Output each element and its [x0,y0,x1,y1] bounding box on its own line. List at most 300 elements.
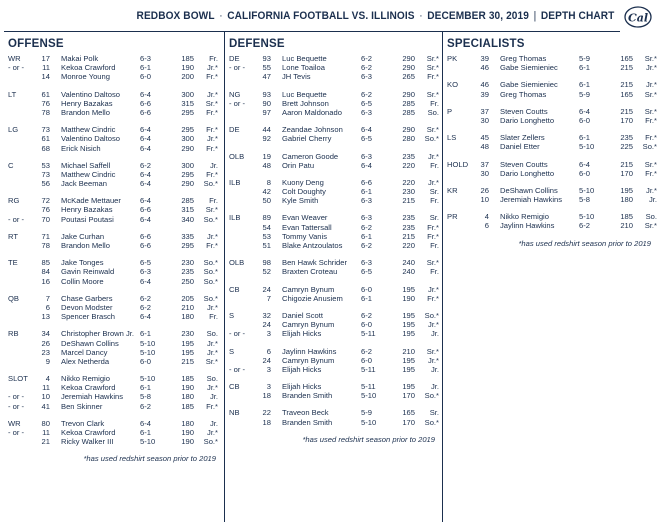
player-row [225,125,439,134]
player-weight: 295 [181,125,194,135]
player-name: Dario Longhetto [500,115,555,125]
jersey-number: 6 [266,346,271,356]
position-label: SLOT [8,374,28,384]
position-group [4,294,220,322]
jersey-number: 68 [41,143,50,153]
player-weight: 285 [181,196,194,206]
position-label: LG [8,125,19,135]
player-name: Jake Curhan [61,231,105,241]
player-name: Branden Smith [282,417,333,427]
player-weight: 170 [620,168,633,178]
player-row [225,320,439,329]
player-class: So. [206,329,218,339]
player-weight: 265 [402,72,415,82]
player-class: Jr.* [428,320,439,330]
player-name: Gabe Siemieniec [500,80,558,90]
position-group [4,161,220,189]
player-class: So.* [424,417,439,427]
position-label: S [229,346,235,356]
player-height: 6-3 [361,196,372,206]
player-weight: 235 [402,151,415,161]
player-weight: 210 [181,302,194,312]
jersey-number: 44 [262,125,271,135]
player-row [225,232,439,241]
position-label: PK [447,54,458,63]
player-weight: 195 [402,355,415,365]
player-weight: 185 [181,401,194,411]
player-class: So.* [203,214,218,224]
player-row [443,80,655,89]
player-class: Fr.* [645,168,657,178]
player-class: Sr.* [205,205,218,215]
jersey-number: 18 [262,391,271,401]
position-label: WR [8,418,21,428]
player-row [225,267,439,276]
player-row [225,196,439,205]
position-label: CB [229,382,240,392]
player-class: Jr. [430,364,439,374]
position-label: QB [8,293,19,303]
player-weight: 185 [181,54,194,63]
player-height: 6-6 [140,205,151,215]
player-class: Sr.* [644,106,657,116]
player-height: 6-2 [140,401,151,411]
player-weight: 280 [402,134,415,144]
player-weight: 295 [181,107,194,117]
jersey-number: 93 [262,89,271,99]
player-name: Traveon Beck [282,408,329,418]
player-row [4,357,220,366]
player-name: Marcel Dancy [61,347,108,357]
jersey-number: 54 [262,222,271,232]
player-row [4,72,220,81]
player-weight: 290 [402,89,415,99]
player-name: Spencer Brasch [61,312,116,322]
player-weight: 195 [402,329,415,339]
player-height: 6-6 [140,98,151,108]
document-title: DEPTH CHART [540,10,614,22]
player-row [225,90,439,99]
player-weight: 235 [181,267,194,277]
player-row [225,285,439,294]
player-class: So.* [203,179,218,189]
player-class: Jr.* [207,134,218,144]
position-label: PR [447,212,458,222]
position-group [4,125,220,153]
jersey-number: 76 [41,205,50,215]
player-height: 6-6 [140,241,151,250]
position-label: RG [8,196,20,206]
player-height: 6-0 [361,320,372,330]
player-weight: 210 [620,221,633,231]
player-weight: 235 [402,213,415,223]
player-class: Sr.* [205,98,218,108]
position-group [443,54,655,72]
player-weight: 180 [181,392,194,402]
player-class: So. [206,374,218,384]
player-row [225,294,439,303]
position-label: - or - [8,401,25,411]
player-weight: 185 [620,212,633,222]
player-class: Jr.* [207,383,218,393]
player-height: 5-9 [579,54,590,63]
position-label: KO [447,80,458,90]
player-height: 6-1 [361,187,372,197]
position-group [225,213,439,250]
player-name: Camryn Bynum [282,284,335,294]
player-name: Steven Coutts [500,106,548,116]
player-weight: 210 [402,346,415,356]
player-height: 5-10 [579,185,595,195]
jersey-number: 70 [41,214,50,224]
player-height: 6-4 [361,125,372,135]
player-height: 6-6 [361,177,372,187]
player-weight: 290 [181,143,194,153]
player-class: So.* [203,437,218,447]
player-weight: 180 [181,418,194,428]
player-name: Chigozie Anusiem [282,293,343,303]
player-height: 6-4 [140,179,151,189]
player-weight: 215 [181,356,194,366]
jersey-number: 72 [41,196,50,206]
player-name: Alex Netherda [61,356,110,366]
player-class: Fr.* [427,231,439,241]
player-row [4,144,220,153]
player-weight: 215 [402,231,415,241]
player-name: Devon Modster [61,302,113,312]
player-row [443,212,655,221]
player-height: 6-0 [140,72,151,82]
player-height: 6-2 [579,221,590,231]
player-class: Fr.* [206,107,218,117]
player-height: 5-10 [140,437,156,447]
player-name: Gavin Reinwald [61,267,115,277]
jersey-number: 9 [45,356,50,366]
player-row [4,63,220,72]
player-row [225,161,439,170]
jersey-number: 93 [262,54,271,63]
position-label: NB [229,408,240,418]
player-name: Orin Patu [282,160,315,170]
position-label: - or - [229,329,246,339]
jersey-number: 34 [41,329,50,339]
position-group [225,408,439,426]
player-name: Henry Bazakas [61,205,113,215]
player-height: 6-2 [361,310,372,320]
player-class: So. [427,107,439,117]
player-weight: 300 [181,89,194,99]
jersey-number: 52 [262,267,271,277]
player-name: Lone Toailoa [282,63,325,73]
player-row [225,72,439,81]
player-row [4,134,220,143]
player-weight: 170 [402,391,415,401]
player-row [225,108,439,117]
player-row [225,134,439,143]
game-date: DECEMBER 30, 2019 [426,10,529,22]
player-row [443,133,655,142]
redshirt-note: *has used redshirt season prior to 2019 [302,434,435,444]
player-class: Jr. [648,195,657,205]
player-name: Valentino Daltoso [61,89,120,99]
player-name: Poutasi Poutasi [61,214,114,224]
player-class: Fr.* [206,401,218,411]
player-class: Fr. [430,241,439,250]
jersey-number: 10 [41,392,50,402]
player-name: Michael Saffell [61,160,111,170]
player-height: 6-4 [140,143,151,153]
player-weight: 190 [181,428,194,437]
player-name: Ben Hawk Schrider [282,258,347,268]
position-label: - or - [229,98,246,108]
jersey-number: 37 [480,159,489,169]
player-class: Jr.* [428,284,439,294]
jersey-number: 42 [262,187,271,197]
jersey-number: 8 [266,177,271,187]
player-height: 6-4 [361,160,372,170]
jersey-number: 53 [41,160,50,170]
player-height: 6-6 [140,107,151,117]
jersey-number: 39 [480,54,489,63]
jersey-number: 19 [262,151,271,161]
player-weight: 215 [620,80,633,90]
player-row [4,170,220,179]
player-name: Luc Bequette [282,54,327,63]
page-header [0,4,660,30]
player-class: Jr. [209,418,218,428]
player-class: So.* [424,134,439,144]
player-row [4,348,220,357]
player-name: Jaylinn Hawkins [282,346,337,356]
player-height: 6-3 [361,213,372,223]
jersey-number: 71 [41,231,50,241]
player-name: Aaron Maldonado [282,107,342,117]
player-height: 6-4 [140,169,151,179]
player-weight: 165 [620,54,633,63]
player-row [443,169,655,178]
player-class: Sr. [429,187,439,197]
player-row [4,428,220,437]
player-name: Braxten Croteau [282,267,338,277]
player-weight: 195 [181,338,194,348]
player-name: Elijah Hicks [282,382,322,392]
position-label: RB [8,329,19,339]
player-row [4,90,220,99]
player-height: 6-2 [361,63,372,73]
position-label: KR [447,185,458,195]
player-row [4,392,220,401]
player-name: Brandon Mello [61,107,110,117]
jersey-number: 6 [484,221,489,231]
player-weight: 240 [402,267,415,277]
player-weight: 185 [181,374,194,384]
player-name: Evan Weaver [282,213,328,223]
player-row [4,232,220,241]
player-row [4,196,220,205]
player-height: 6-4 [140,196,151,206]
player-class: Sr.* [426,54,439,63]
cal-logo [624,6,652,28]
player-row [4,437,220,446]
jersey-number: 11 [42,428,50,437]
jersey-number: 24 [262,355,271,365]
player-class: Sr.* [205,356,218,366]
player-row [443,54,655,63]
jersey-number: 78 [41,241,50,250]
player-class: Sr.* [644,159,657,169]
player-weight: 220 [402,241,415,250]
player-row [4,99,220,108]
player-row [225,347,439,356]
jersey-number: 11 [42,63,50,73]
player-name: Greg Thomas [500,54,547,63]
player-class: Jr.* [207,347,218,357]
player-class: Sr.* [426,346,439,356]
player-name: Kekoa Crawford [61,63,116,73]
player-name: Matthew Cindric [61,169,116,179]
player-row [225,241,439,250]
player-row [443,63,655,72]
player-height: 6-3 [361,72,372,82]
position-label: CB [229,284,240,294]
player-weight: 235 [620,133,633,143]
position-group [225,347,439,375]
player-weight: 220 [402,177,415,187]
player-name: Valentino Daltoso [61,134,120,144]
jersey-number: 48 [262,160,271,170]
player-row [4,125,220,134]
position-label: - or - [8,63,25,73]
player-class: Jr.* [646,185,657,195]
jersey-number: 97 [262,107,271,117]
player-row [225,365,439,374]
player-height: 6-1 [140,63,151,73]
player-height: 5-10 [140,338,156,348]
player-row [443,160,655,169]
player-weight: 240 [402,258,415,268]
position-label: RT [8,231,18,241]
player-row [4,402,220,411]
position-group [443,212,655,230]
player-class: So. [645,212,657,222]
player-height: 6-5 [361,134,372,144]
position-group [225,285,439,303]
position-label: LT [8,89,17,99]
player-name: DeShawn Collins [61,338,119,348]
player-class: So.* [424,391,439,401]
specialists-title: SPECIALISTS [447,38,525,50]
player-row [4,294,220,303]
jersey-number: 23 [41,347,50,357]
defense-title: DEFENSE [229,38,285,50]
player-row [225,63,439,72]
player-height: 6-4 [579,106,590,116]
jersey-number: 14 [41,72,50,82]
player-class: Jr.* [646,63,657,73]
player-row [225,178,439,187]
player-row [4,205,220,214]
player-height: 5-11 [361,382,376,392]
player-class: Fr.* [427,293,439,303]
player-name: JH Tevis [282,72,311,82]
player-class: Sr.* [426,125,439,135]
player-weight: 195 [402,320,415,330]
jersey-number: 76 [41,98,50,108]
position-label: NG [229,89,241,99]
player-row [4,161,220,170]
player-row [225,258,439,267]
player-class: Fr. [209,312,218,322]
player-row [225,408,439,417]
position-group [225,178,439,206]
player-name: Colt Doughty [282,187,326,197]
player-height: 6-2 [361,54,372,63]
jersey-number: 37 [480,106,489,116]
player-name: Erick Nisich [61,143,101,153]
jersey-number: 56 [41,179,50,189]
position-label: - or - [229,364,246,374]
player-name: Tommy Vanis [282,231,328,241]
player-height: 6-2 [140,160,151,170]
jersey-number: 45 [480,133,489,143]
player-name: Camryn Bynum [282,355,335,365]
player-weight: 235 [402,222,415,232]
player-height: 5-10 [361,391,377,401]
player-row [4,267,220,276]
player-weight: 215 [620,106,633,116]
bowl-name: REDBOX BOWL [136,10,215,22]
jersey-number: 32 [262,310,271,320]
player-height: 6-3 [361,258,372,268]
player-weight: 215 [620,159,633,169]
player-class: Fr.* [645,115,657,125]
player-height: 6-1 [579,80,590,90]
position-label: OLB [229,258,245,268]
player-height: 6-4 [579,159,590,169]
position-group [443,107,655,125]
player-class: So.* [203,293,218,303]
jersey-number: 22 [262,408,271,418]
player-weight: 170 [620,115,633,125]
header-title: REDBOX BOWL · CALIFORNIA FOOTBALL VS. ILLINOIS · DECEMBER 30, 2019 | DEPTH CHART [136,10,614,22]
player-weight: 190 [402,293,415,303]
player-weight: 340 [181,214,194,224]
player-weight: 200 [181,72,194,82]
jersey-number: 73 [41,169,50,179]
player-class: Jr.* [428,177,439,187]
player-height: 5-10 [579,212,595,222]
position-label: DE [229,54,240,63]
player-row [4,312,220,321]
cal-logo-mark [624,6,652,28]
player-class: Fr. [430,98,439,108]
player-weight: 180 [620,195,633,205]
specialists-column [442,32,655,522]
player-weight: 230 [181,258,194,268]
position-group [443,186,655,204]
player-row [4,419,220,428]
player-weight: 190 [181,63,194,73]
position-group [4,329,220,366]
player-class: So.* [203,267,218,277]
jersey-number: 21 [41,437,50,447]
player-height: 6-3 [361,107,372,117]
position-label: - or - [8,214,25,224]
player-weight: 195 [620,185,633,195]
offense-title: OFFENSE [8,38,64,50]
player-name: Cameron Goode [282,151,339,161]
player-name: Kuony Deng [282,177,324,187]
